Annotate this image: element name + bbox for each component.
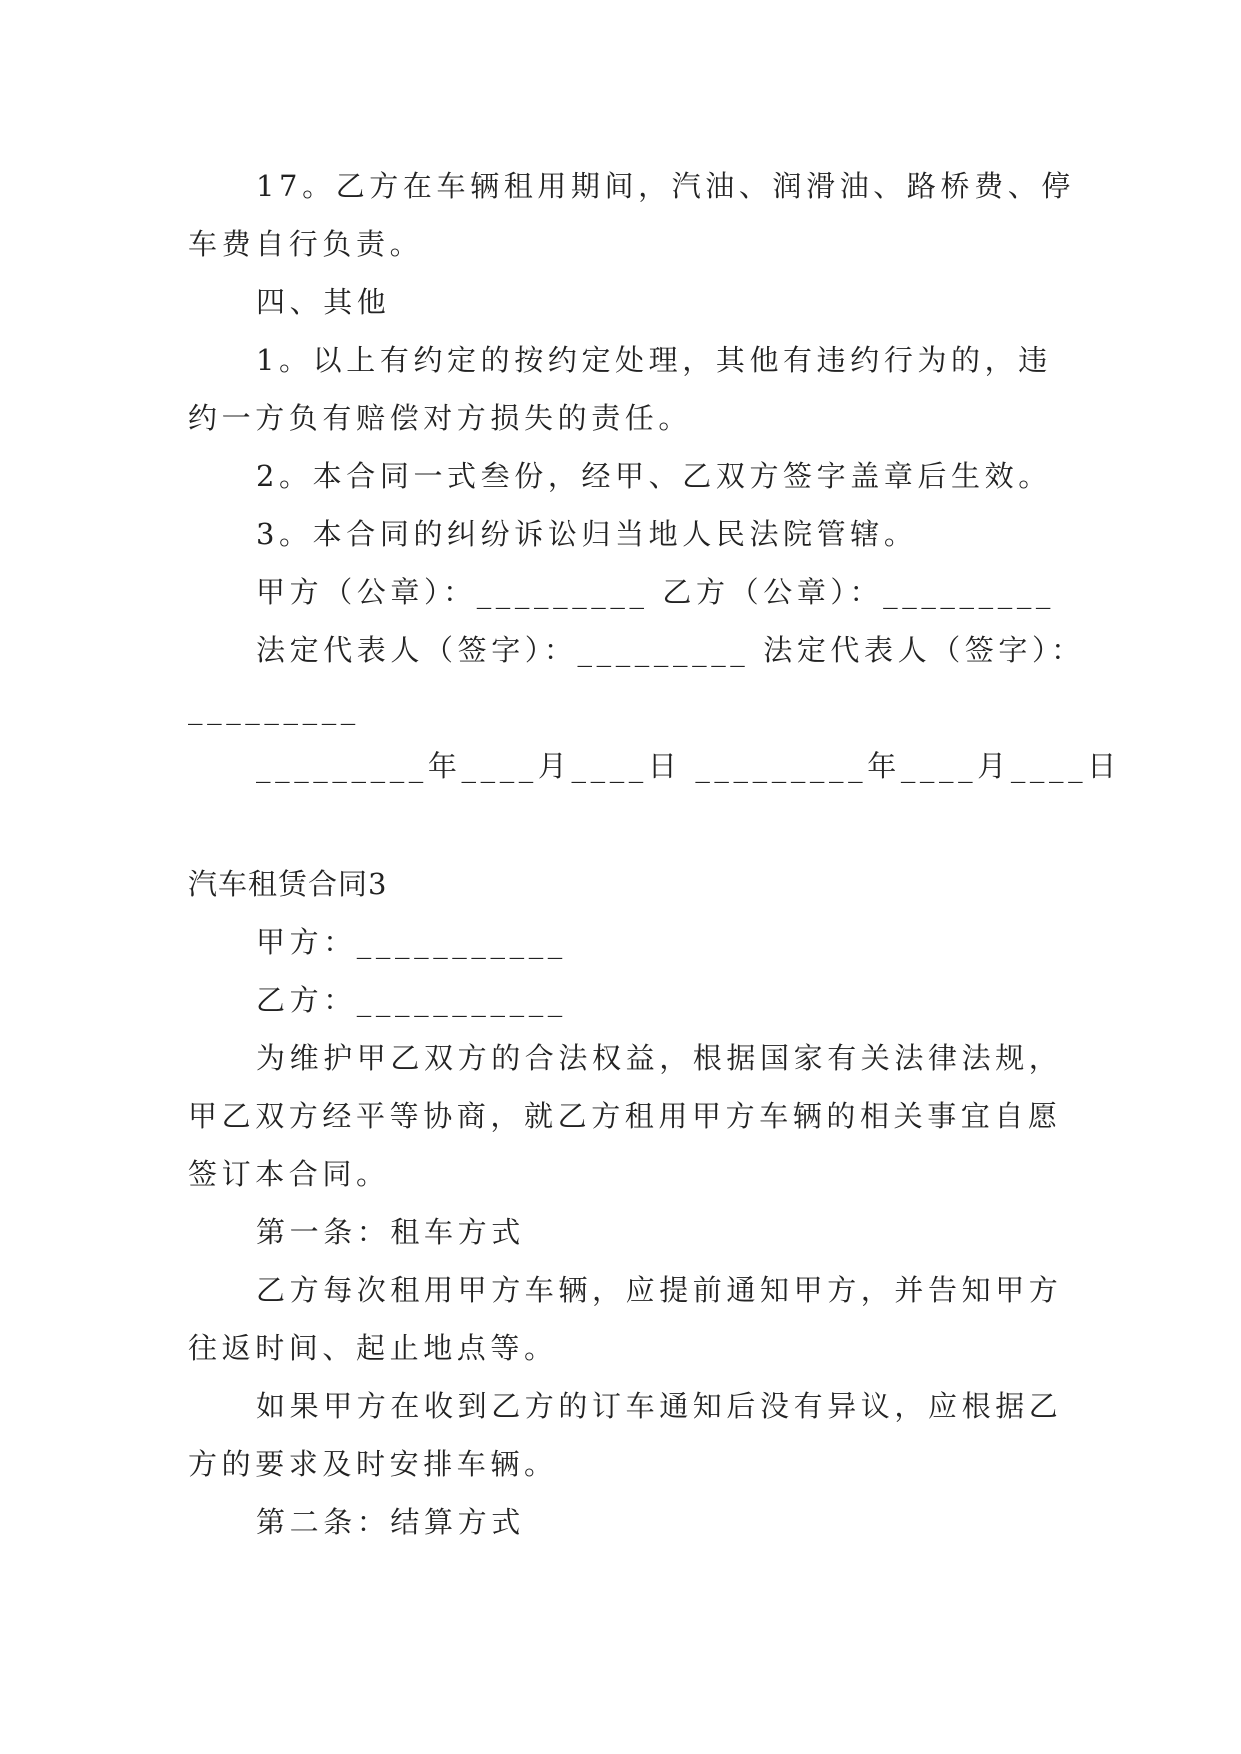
- paragraph-line: 2。本合同一式叁份，经甲、乙双方签字盖章后生效。: [256, 459, 1052, 493]
- paragraph-line: 3。本合同的纠纷诉讼归当地人民法院管辖。: [256, 517, 918, 551]
- contract-title: 汽车租赁合同3: [188, 867, 388, 901]
- paragraph-line: 甲乙双方经平等协商，就乙方租用甲方车辆的相关事宜自愿: [188, 1099, 1062, 1133]
- paragraph-line: 车费自行负责。: [188, 227, 424, 261]
- signature-line: 法定代表人（签字）：_________ 法定代表人（签字）：: [256, 633, 1085, 667]
- signature-line: 甲方（公章）：_________ 乙方（公章）：_________: [256, 575, 1056, 609]
- paragraph-line: 签订本合同。: [188, 1157, 390, 1191]
- paragraph-line: 17。乙方在车辆租用期间，汽油、润滑油、路桥费、停: [256, 169, 1075, 203]
- party-a-field: 甲方：___________: [256, 925, 567, 959]
- paragraph-line: 为维护甲乙双方的合法权益，根据国家有关法律法规，: [256, 1041, 1063, 1075]
- article-heading: 第一条：租车方式: [256, 1215, 525, 1249]
- signature-blank: _________: [188, 691, 360, 725]
- paragraph-line: 方的要求及时安排车辆。: [188, 1447, 558, 1481]
- paragraph-line: 乙方每次租用甲方车辆，应提前通知甲方，并告知甲方: [256, 1273, 1063, 1307]
- paragraph-line: 1。以上有约定的按约定处理，其他有违约行为的，违: [256, 343, 1052, 377]
- paragraph-line: 约一方负有赔偿对方损失的责任。: [188, 401, 693, 435]
- article-heading: 第二条：结算方式: [256, 1505, 525, 1539]
- paragraph-line: 如果甲方在收到乙方的订车通知后没有异议，应根据乙: [256, 1389, 1063, 1423]
- party-b-field: 乙方：___________: [256, 983, 567, 1017]
- section-heading: 四、其他: [256, 285, 391, 319]
- date-line: _________年____月____日 _________年____月____日: [256, 749, 1121, 783]
- paragraph-line: 往返时间、起止地点等。: [188, 1331, 558, 1365]
